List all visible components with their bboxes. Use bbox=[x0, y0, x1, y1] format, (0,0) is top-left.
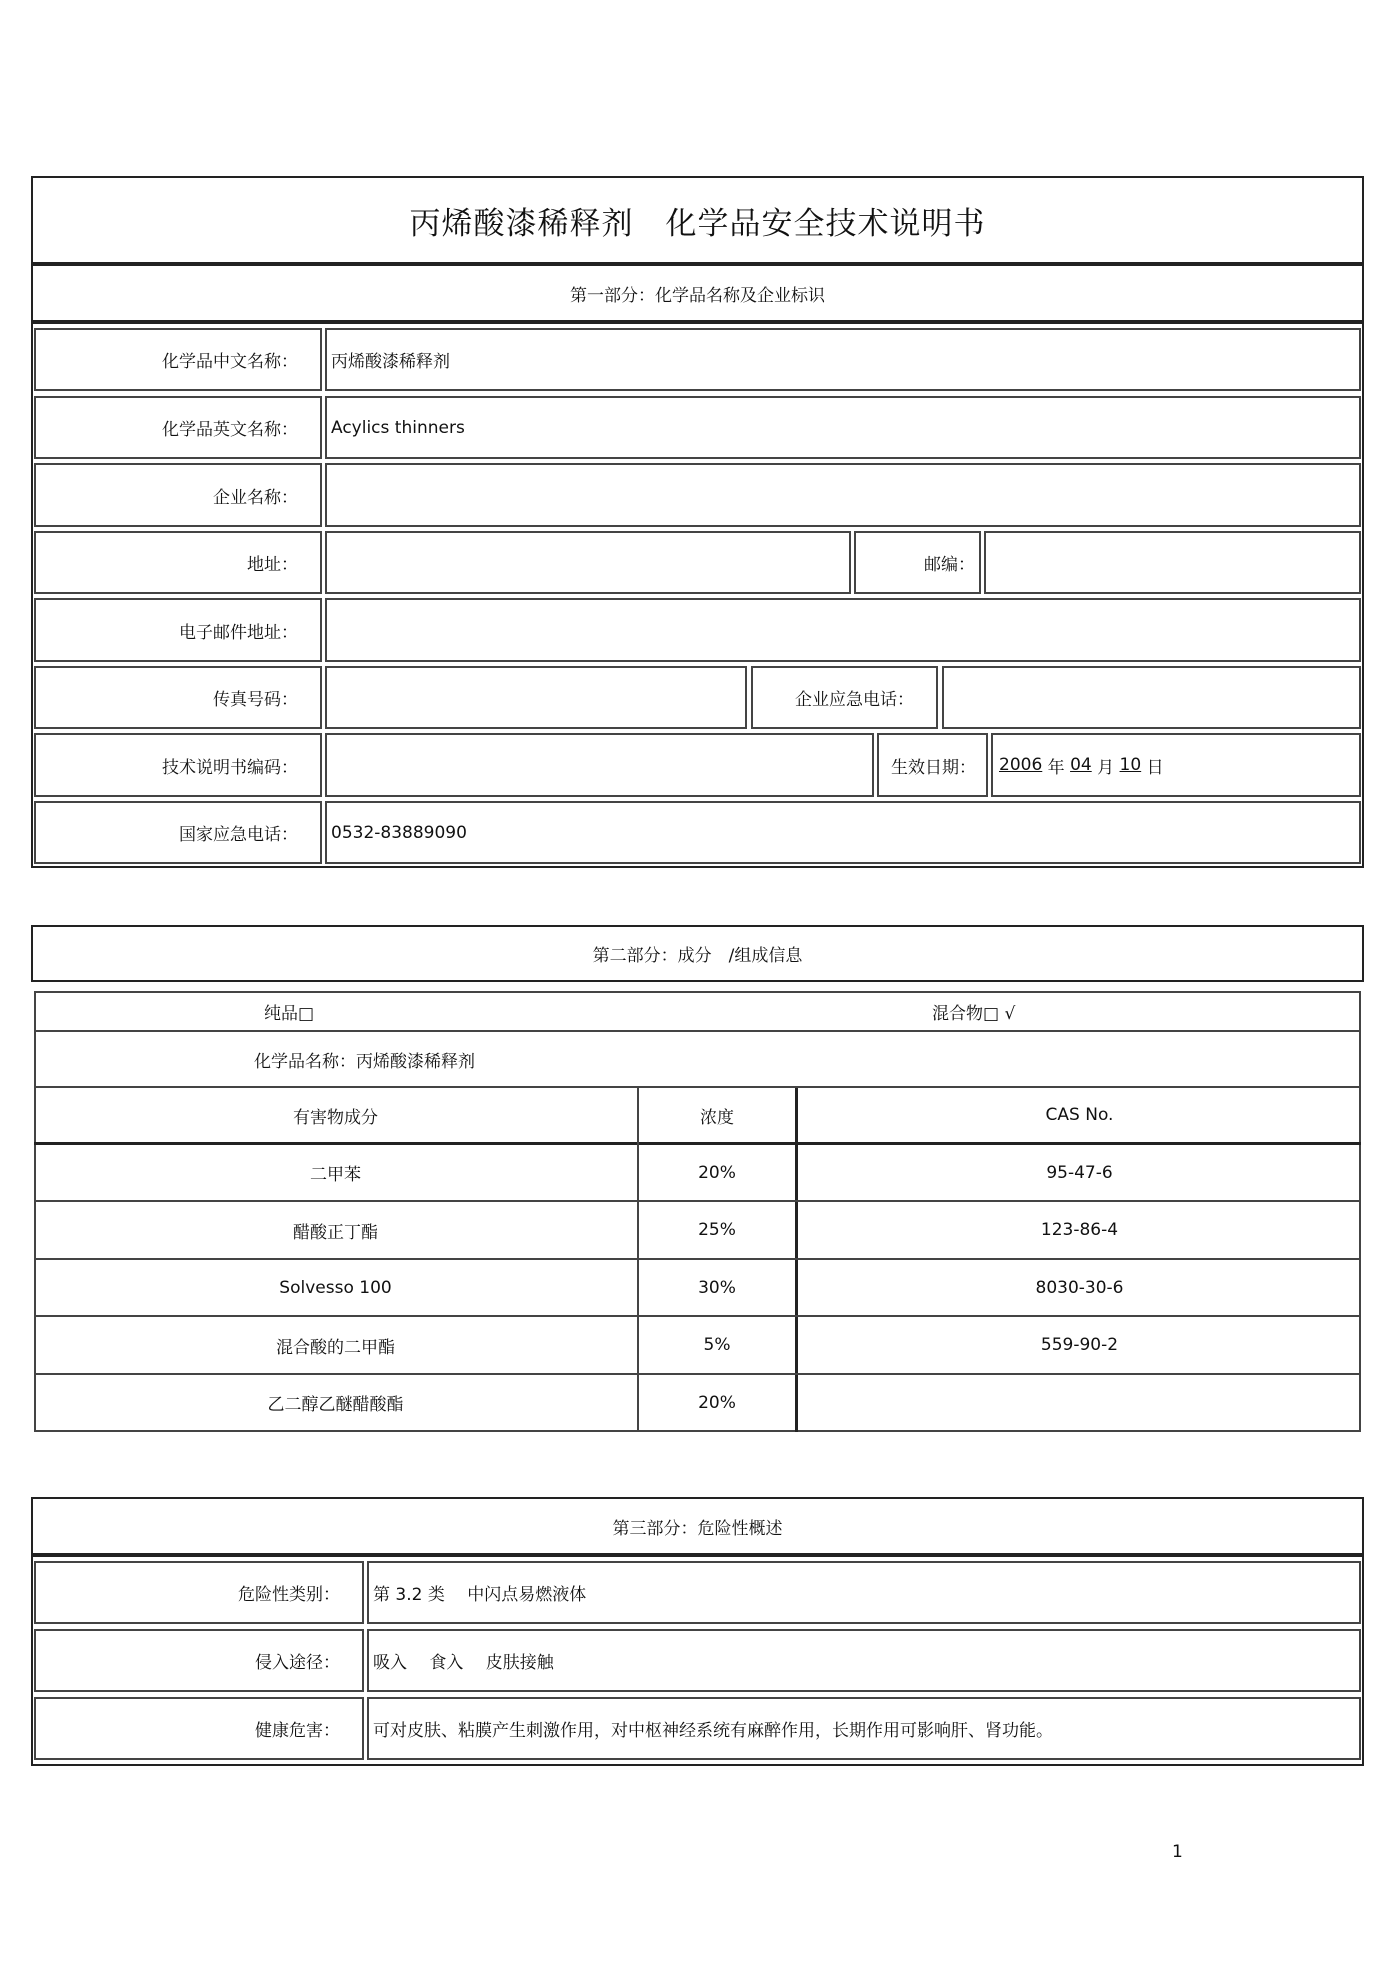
doc-code-label bbox=[34, 733, 322, 797]
postcode-value bbox=[984, 531, 1361, 594]
month-unit: 月 bbox=[1097, 757, 1115, 778]
national-value-text: 0532-83889090 bbox=[331, 822, 467, 843]
route-label bbox=[34, 1629, 364, 1692]
year-unit: 年 bbox=[1047, 757, 1065, 778]
cn-name-label-text: 化学品中文名称： bbox=[162, 352, 298, 372]
cell-cas-text: 95-47-6 bbox=[1046, 1162, 1113, 1183]
cell-name bbox=[34, 1260, 637, 1315]
cell-name bbox=[34, 1375, 637, 1430]
table-row bbox=[34, 1202, 1361, 1260]
cn-name-value bbox=[325, 328, 1361, 391]
cell-name-text: Solvesso 100 bbox=[279, 1277, 392, 1298]
postcode-label-text: 邮编： bbox=[924, 555, 975, 575]
cell-name-text: 醋酸正丁酯 bbox=[293, 1222, 378, 1243]
cell-conc bbox=[639, 1260, 795, 1315]
health-label bbox=[34, 1697, 364, 1760]
chem-name-row bbox=[34, 1032, 1361, 1088]
cn-name-label bbox=[34, 328, 322, 391]
address-label bbox=[34, 531, 322, 594]
fax-value bbox=[325, 666, 747, 729]
cell-conc-text: 5% bbox=[703, 1335, 731, 1355]
cell-conc bbox=[639, 1375, 795, 1430]
col-header-conc-text: 浓度 bbox=[700, 1107, 734, 1128]
col-header-conc bbox=[639, 1088, 795, 1145]
route-value-text: 吸入 食入 皮肤接触 bbox=[373, 1653, 554, 1673]
effective-day: 10 bbox=[1119, 755, 1142, 775]
email-label-text: 电子邮件地址： bbox=[179, 622, 298, 643]
hazard-class-label bbox=[34, 1561, 364, 1624]
cell-conc bbox=[639, 1145, 795, 1200]
cell-cas bbox=[798, 1260, 1361, 1315]
postcode-label bbox=[854, 531, 981, 594]
doc-code-label-text: 技术说明书编码： bbox=[162, 757, 298, 778]
day-unit: 日 bbox=[1146, 757, 1164, 778]
email-value bbox=[325, 598, 1361, 662]
pure-label: 纯品□ bbox=[264, 1004, 315, 1024]
table-row bbox=[34, 1375, 1361, 1432]
route-label-text: 侵入途径： bbox=[255, 1653, 340, 1673]
cell-cas-text: 123-86-4 bbox=[1040, 1220, 1119, 1240]
pure-option bbox=[264, 999, 314, 1024]
chem-name-line: 化学品名称：丙烯酸漆稀释剂 bbox=[254, 1051, 475, 1072]
effective-label bbox=[877, 733, 988, 797]
col-header-cas bbox=[798, 1088, 1361, 1145]
national-label bbox=[34, 801, 322, 864]
page-number-text: 1 bbox=[1172, 1842, 1183, 1862]
document-title: 丙烯酸漆稀释剂 化学品安全技术说明书 bbox=[409, 205, 986, 242]
emergency-label bbox=[751, 666, 938, 729]
cell-conc bbox=[639, 1202, 795, 1258]
cell-conc-text: 20% bbox=[698, 1162, 736, 1183]
en-name-value-text: Acylics thinners bbox=[331, 417, 465, 438]
company-label-text: 企业名称： bbox=[213, 487, 298, 508]
cell-cas bbox=[798, 1375, 1361, 1430]
effective-label-text: 生效日期： bbox=[891, 757, 976, 778]
col-header-cas-text: CAS No. bbox=[1045, 1105, 1114, 1125]
emergency-value bbox=[942, 666, 1361, 729]
en-name-label-text: 化学品英文名称： bbox=[162, 420, 298, 440]
mixture-label: 混合物□ √ bbox=[932, 1004, 1016, 1024]
cell-cas bbox=[798, 1202, 1361, 1258]
health-label-text: 健康危害： bbox=[255, 1721, 340, 1741]
en-name-label bbox=[34, 396, 322, 459]
cell-name bbox=[34, 1145, 637, 1200]
cn-name-value-text: 丙烯酸漆稀释剂 bbox=[331, 352, 450, 372]
effective-month: 04 bbox=[1070, 755, 1092, 775]
title-box bbox=[31, 176, 1364, 264]
table-row bbox=[34, 1317, 1361, 1375]
fax-label bbox=[34, 666, 322, 729]
national-label-text: 国家应急电话： bbox=[179, 825, 298, 845]
cell-name bbox=[34, 1202, 637, 1258]
cell-conc bbox=[639, 1317, 795, 1373]
part2-heading-text: 第二部分：成分 /组成信息 bbox=[592, 946, 803, 966]
doc-code-value bbox=[325, 733, 874, 797]
part3-heading bbox=[31, 1497, 1364, 1555]
col-header-name bbox=[34, 1088, 637, 1145]
cell-conc-text: 25% bbox=[698, 1220, 736, 1240]
email-label bbox=[34, 598, 322, 662]
table-row bbox=[34, 1145, 1361, 1202]
company-value bbox=[325, 463, 1361, 527]
cell-name-text: 二甲苯 bbox=[310, 1165, 361, 1185]
effective-value bbox=[991, 733, 1361, 797]
page-number bbox=[1172, 1842, 1183, 1862]
address-value bbox=[325, 531, 851, 594]
cell-cas-text: 559-90-2 bbox=[1040, 1335, 1119, 1355]
table-row bbox=[34, 1260, 1361, 1317]
en-name-value bbox=[325, 396, 1361, 459]
route-value bbox=[367, 1629, 1361, 1692]
cell-name-text: 乙二醇乙醚醋酸酯 bbox=[267, 1395, 404, 1415]
national-value bbox=[325, 801, 1361, 864]
cell-cas bbox=[798, 1145, 1361, 1200]
cell-name-text: 混合酸的二甲酯 bbox=[276, 1337, 395, 1358]
health-value-text: 可对皮肤、粘膜产生刺激作用，对中枢神经系统有麻醉作用，长期作用可影响肝、肾功能。 bbox=[373, 1721, 1053, 1741]
part3-heading-text: 第三部分：危险性概述 bbox=[612, 1518, 783, 1539]
part1-heading-text: 第一部分：化学品名称及企业标识 bbox=[570, 285, 825, 306]
cell-cas-text: 8030-30-6 bbox=[1035, 1277, 1124, 1298]
cell-conc-text: 20% bbox=[698, 1392, 736, 1413]
cell-name bbox=[34, 1317, 637, 1373]
health-value bbox=[367, 1697, 1361, 1760]
fax-label-text: 传真号码： bbox=[213, 690, 298, 710]
hazard-class-value-text: 第 3.2 类 中闪点易燃液体 bbox=[373, 1585, 587, 1605]
address-label-text: 地址： bbox=[247, 555, 298, 575]
cell-conc-text: 30% bbox=[698, 1277, 736, 1298]
effective-year: 2006 bbox=[999, 755, 1043, 775]
part2-heading bbox=[31, 925, 1364, 982]
pure-mixture-row bbox=[34, 991, 1361, 1032]
emergency-label-text: 企业应急电话： bbox=[795, 690, 914, 710]
hazard-class-value bbox=[367, 1561, 1361, 1624]
col-header-name-text: 有害物成分 bbox=[293, 1107, 378, 1128]
mixture-option bbox=[932, 999, 1015, 1024]
company-label bbox=[34, 463, 322, 527]
cell-cas bbox=[798, 1317, 1361, 1373]
part1-heading bbox=[31, 264, 1364, 322]
hazard-class-label-text: 危险性类别： bbox=[238, 1585, 340, 1605]
